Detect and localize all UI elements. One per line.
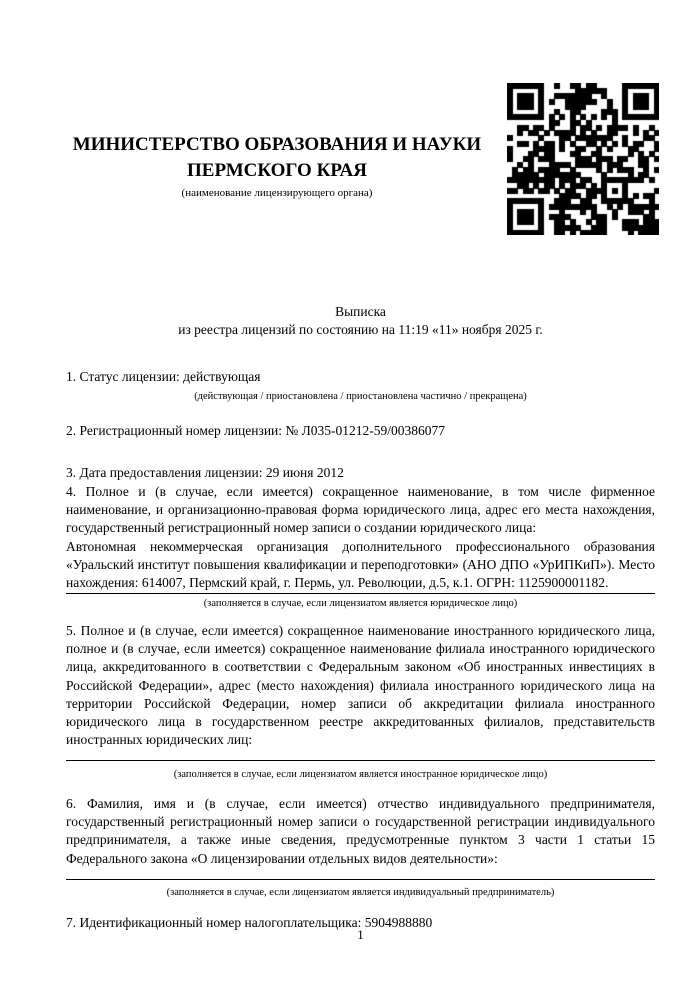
registration-number-text: 2. Регистрационный номер лицензии: № Л035-01212-59/00386077 <box>66 423 446 439</box>
license-status-options-caption: (действующая / приостановлена / приостановлена частично / прекращена) <box>194 391 527 403</box>
legal-entity-question: 4. Полное и (в случае, если имеется) сокращенное наименование, в том числе фирменное наименование, и организационно-правовая форма юридического лица, адрес его места нахождения, государственный регистрационный номер записи о создании юридического лица: <box>66 483 655 536</box>
document-title: Выписка <box>335 304 386 319</box>
license-status-text: 1. Статус лицензии: действующая <box>66 369 261 384</box>
qr-code <box>507 83 659 235</box>
licensing-authority-caption: (наименование лицензирующего органа) <box>181 187 373 199</box>
licensing-authority <box>66 83 488 200</box>
individual-entrepreneur-question: 6. Фамилия, имя и (в случае, если имеется) отчество индивидуального предпринимателя, государственный регистрационный номер записи о государственной регистрации индивидуального предпринимателя, а также иные сведения, предусмотренные пунктом 3 части 1 статьи 15 Федерального закона «О лицензировании отдельных видов деятельности»: <box>66 795 655 866</box>
item-grant-date <box>66 464 655 482</box>
ministry-name-line1: МИНИСТЕРСТВО ОБРАЗОВАНИЯ И НАУКИ <box>72 134 482 155</box>
ministry-name-line2: ПЕРМСКОГО КРАЯ <box>187 160 367 181</box>
legal-entity-caption: (заполняется в случае, если лицензиатом является юридическое лицо) <box>203 597 518 609</box>
grant-date-text: 3. Дата предоставления лицензии: 29 июня 2012 <box>66 464 344 480</box>
item-legal-entity <box>66 483 655 611</box>
document-title-date-line: из реестра лицензий по состоянию на 11:19 «11» ноября 2025 г. <box>178 322 543 338</box>
item-registration-number <box>66 422 655 440</box>
individual-entrepreneur-caption: (заполняется в случае, если лицензиатом является индивидуальный предприниматель) <box>166 886 555 898</box>
legal-entity-answer: Автономная некоммерческая организация дополнительного профессионального образования «Уральский институт повышения квалификации и переподготовки» (АНО ДПО «УрИПКиП»). Место нахождения: 614007, Пермский край, г. Пермь, ул. Революции, д.5, к.1. ОГРН: 1125900001182. <box>66 538 655 591</box>
foreign-entity-caption: (заполняется в случае, если лицензиатом является иностранное юридическое лицо) <box>173 768 548 780</box>
taxpayer-number-text: 7. Идентификационный номер налогоплательщика: 5904988880 <box>66 914 433 930</box>
individual-entrepreneur-answer-field <box>66 868 655 880</box>
document-title-block <box>66 303 655 340</box>
document-body <box>66 368 655 932</box>
foreign-entity-answer-field <box>66 750 655 761</box>
document-header <box>66 83 659 235</box>
legal-entity-field <box>66 483 655 594</box>
foreign-entity-question: 5. Полное и (в случае, если имеется) сокращенное наименование иностранного юридического лица, полное и (в случае, если имеется) сокращенное наименование филиала иностранного юридического лица, аккредитованного в соответствии с Федеральным законом «Об иностранных инвестициях в Российской Федерации», адрес (место нахождения) филиала иностранного юридического лица на территории Российской Федерации, номер записи об аккредитации филиала иностранного юридического лица в государственном реестре аккредитованных филиалов, представительств иностранных юридических лиц: <box>66 622 655 748</box>
page-number: 1 <box>357 927 364 942</box>
item-foreign-entity <box>66 622 655 782</box>
item-individual-entrepreneur <box>66 795 655 900</box>
item-license-status <box>66 368 655 404</box>
